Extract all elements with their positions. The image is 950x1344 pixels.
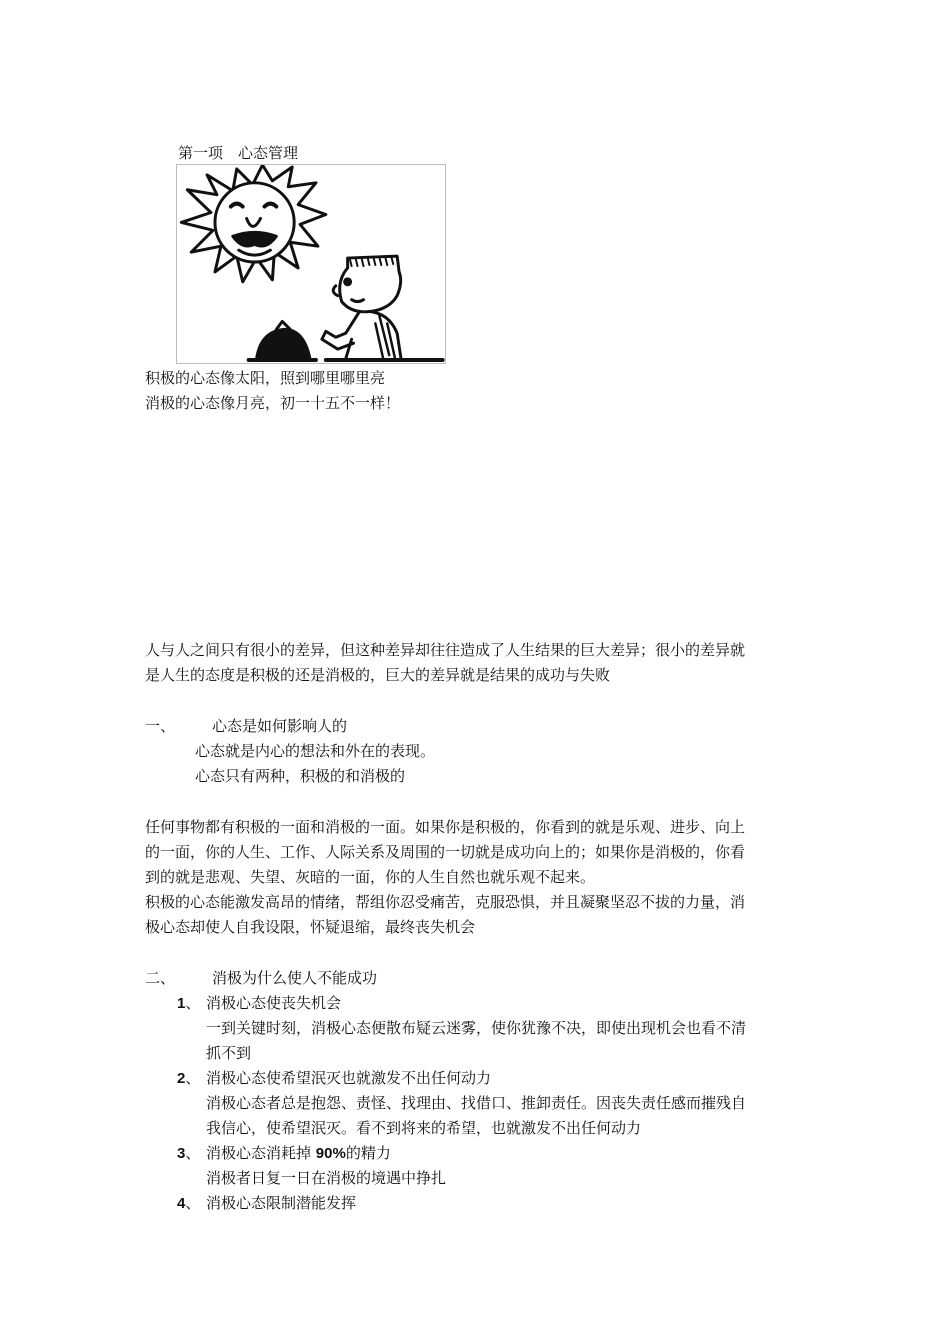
list-item-title: 消极心态使希望泯灭也就激发不出任何动力 (206, 1069, 492, 1087)
part2-marker: 二、 (145, 969, 176, 987)
list-item-body: 抓不到 (206, 1044, 252, 1062)
list-item-number: 4、 (177, 1194, 201, 1212)
paragraph1-line-5: 极心态却使人自我设限，怀疑退缩，最终丧失机会 (145, 918, 476, 936)
part2-heading: 消极为什么使人不能成功 (212, 969, 378, 987)
paragraph1-line-3: 到的就是悲观、失望、灰暗的一面，你的人生自然也就乐观不起来。 (145, 868, 596, 886)
list-item-body: 消极心态者总是抱怨、责怪、找理由、找借口、推卸责任。因丧失责任感而摧残自 (206, 1094, 747, 1112)
list-item-title: 消极心态限制潜能发挥 (206, 1194, 357, 1212)
sun-and-child-drawing (177, 165, 445, 363)
intro-line-2: 是人生的态度是积极的还是消极的，巨大的差异就是结果的成功与失败 (145, 666, 611, 684)
paragraph1-line-2: 的一面，你的人生、工作、人际关系及周围的一切就是成功向上的；如果你是消极的，你看 (145, 843, 746, 861)
part1-heading: 心态是如何影响人的 (212, 717, 348, 735)
list-item-number: 1、 (177, 994, 201, 1012)
paragraph1-line-1: 任何事物都有积极的一面和消极的一面。如果你是积极的，你看到的就是乐观、进步、向上 (145, 818, 746, 836)
section-title: 第一项 心态管理 (178, 144, 299, 162)
caption-positive: 积极的心态像太阳，照到哪里哪里亮 (145, 369, 386, 387)
list-item-body: 一到关键时刻，消极心态便散布疑云迷雾，使你犹豫不决，即使出现机会也看不清 (206, 1019, 747, 1037)
list-item-body: 消极者日复一日在消极的境遇中挣扎 (206, 1169, 447, 1187)
intro-line-1: 人与人之间只有很小的差异，但这种差异却往往造成了人生结果的巨大差异；很小的差异就 (145, 641, 746, 659)
list-item-body: 我信心，使希望泯灭。看不到将来的希望，也就激发不出任何动力 (206, 1119, 642, 1137)
part1-marker: 一、 (145, 717, 176, 735)
list-item-title: 消极心态消耗掉 90%的精力 (206, 1144, 391, 1162)
sun-cartoon-illustration (176, 164, 446, 364)
part1-point-2: 心态只有两种，积极的和消极的 (195, 767, 406, 785)
paragraph1-line-4: 积极的心态能激发高昂的情绪，帮组你忍受痛苦，克服恐惧，并且凝聚坚忍不拔的力量，消 (145, 893, 746, 911)
list-item-title: 消极心态使丧失机会 (206, 994, 342, 1012)
part1-point-1: 心态就是内心的想法和外在的表现。 (195, 742, 436, 760)
list-item-number: 2、 (177, 1069, 201, 1087)
list-item-number: 3、 (177, 1144, 201, 1162)
caption-negative: 消极的心态像月亮，初一十五不一样！ (145, 394, 401, 412)
